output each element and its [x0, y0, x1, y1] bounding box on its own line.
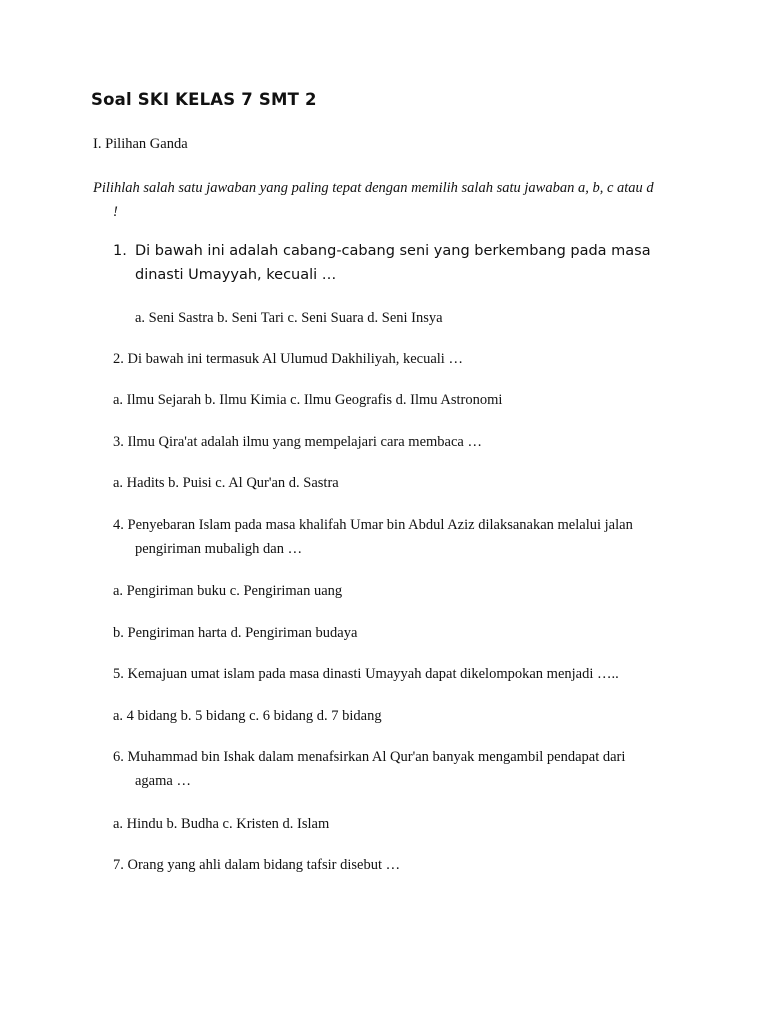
- question-1-options: a. Seni Sastra b. Seni Tari c. Seni Suara d. Seni Insya: [135, 310, 443, 326]
- question-4-options: a. Pengiriman buku c. Pengiriman uang: [113, 583, 343, 599]
- question-2-options: a. Ilmu Sejarah b. Ilmu Kimia c. Ilmu Geografis d. Ilmu Astronomi: [113, 392, 503, 408]
- instruction-text: [93, 176, 654, 224]
- question-1: [113, 239, 651, 287]
- instruction-line-2: !: [113, 204, 118, 220]
- question-text-line-2: pengiriman mubaligh dan …: [135, 541, 303, 557]
- question-4-options-2: b. Pengiriman harta d. Pengiriman budaya: [113, 625, 358, 641]
- question-text-line-2: agama …: [135, 773, 191, 789]
- question-5-options: a. 4 bidang b. 5 bidang c. 6 bidang d. 7 bidang: [113, 708, 382, 724]
- section-heading: I. Pilihan Ganda: [93, 136, 188, 152]
- question-text-line-2: dinasti Umayyah, kecuali …: [135, 267, 337, 283]
- question-3-options: a. Hadits b. Puisi c. Al Qur'an d. Sastra: [113, 475, 339, 491]
- question-5: 5. Kemajuan umat islam pada masa dinasti Umayyah dapat dikelompokan menjadi …..: [113, 666, 619, 682]
- question-4: [113, 513, 633, 561]
- question-7: 7. Orang yang ahli dalam bidang tafsir disebut …: [113, 857, 401, 873]
- question-3: 3. Ilmu Qira'at adalah ilmu yang mempelajari cara membaca …: [113, 434, 482, 450]
- question-number: 1.: [113, 243, 127, 259]
- instruction-line-1: Pilihlah salah satu jawaban yang paling tepat dengan memilih salah satu jawaban a, b, c atau d: [93, 180, 654, 196]
- question-6: [113, 745, 625, 793]
- question-2: 2. Di bawah ini termasuk Al Ulumud Dakhiliyah, kecuali …: [113, 351, 463, 367]
- question-text-line-1: 4. Penyebaran Islam pada masa khalifah Umar bin Abdul Aziz dilaksanakan melalui jalan: [113, 517, 633, 533]
- question-text-line-1: 6. Muhammad bin Ishak dalam menafsirkan Al Qur'an banyak mengambil pendapat dari: [113, 749, 626, 765]
- page-title: Soal SKI KELAS 7 SMT 2: [91, 90, 317, 109]
- question-6-options: a. Hindu b. Budha c. Kristen d. Islam: [113, 816, 330, 832]
- question-text-line-1: Di bawah ini adalah cabang-cabang seni yang berkembang pada masa: [135, 243, 651, 259]
